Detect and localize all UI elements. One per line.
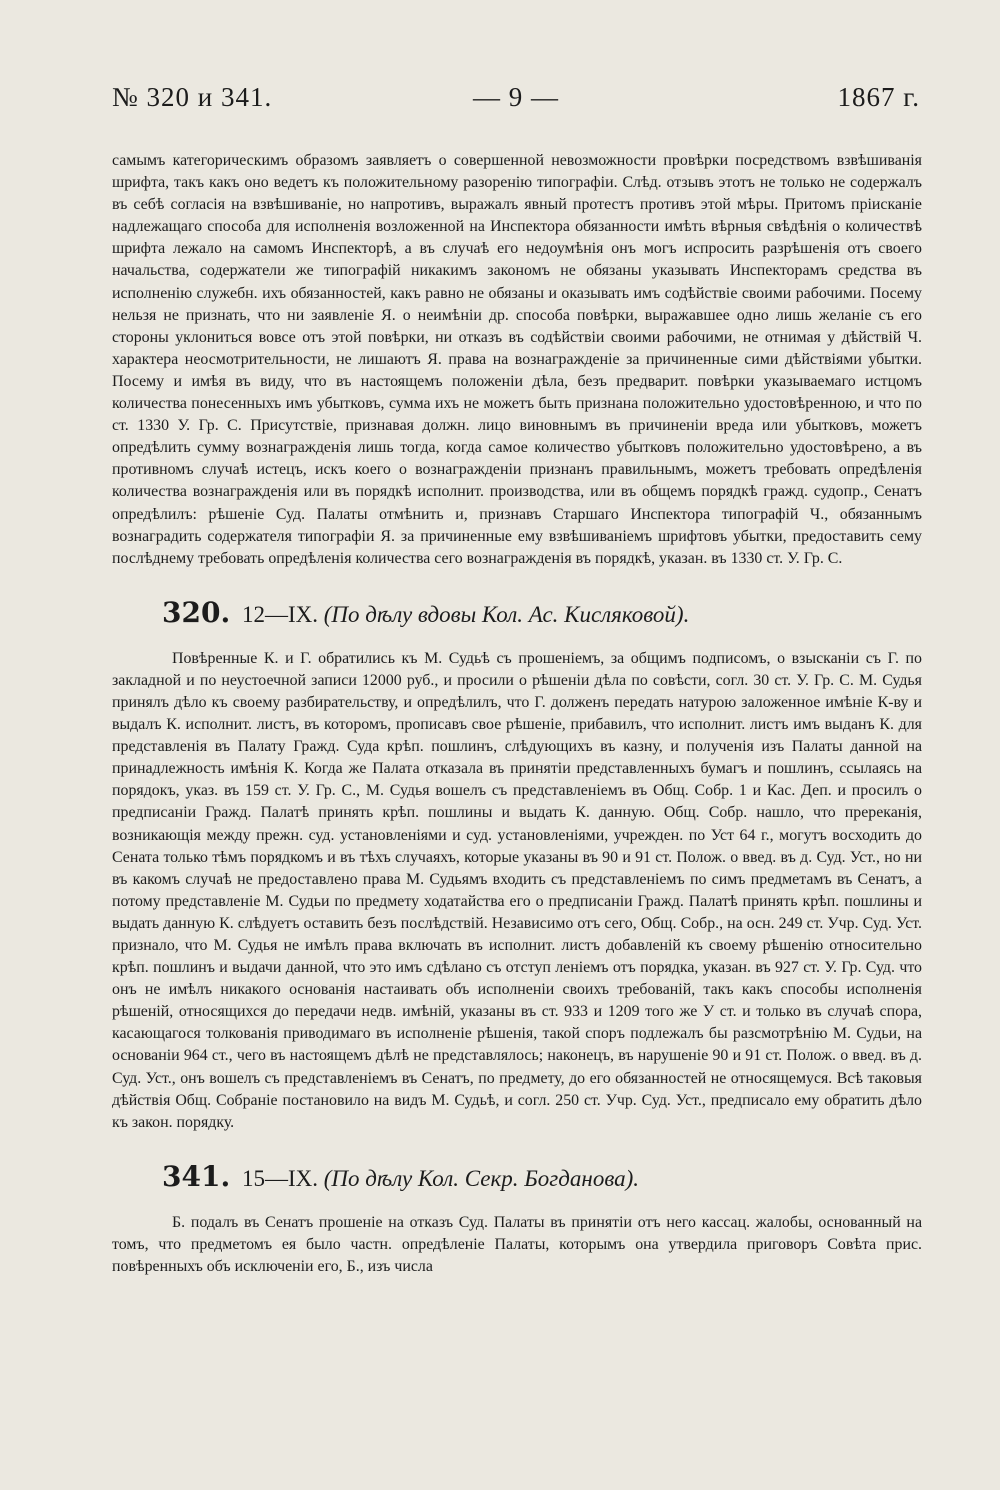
page-body (112, 150, 922, 1278)
section-320-paragraph: Повѣренные К. и Г. обратились къ М. Судьѣ съ прошеніемъ, за общимъ подписомъ, о взысканіи съ Г. по закладной и по неустоечной записи 12000 руб., и просили о рѣшеніи дѣла по совѣсти, согл. 30 ст. У. Гр. С. М. Судья принялъ дѣло къ своему разбирательству, и опредѣлилъ, что Г. долженъ передать натурою заложенное имѣніе К-ву и выдалъ К. исполнит. листъ, въ которомъ, прописавъ свое рѣшеніе, прибавилъ, что исполнит. листъ имъ выданъ К. для представленія въ Палату Гражд. Суда крѣп. пошлинъ, слѣдующихъ въ казну, и полученія изъ Палаты данной на принадлежность имѣнія К. Когда же Палата отказала въ принятіи представленныхъ бумагъ и пошлинъ, ссылаясь на порядокъ, указ. въ 159 ст. У. Гр. С., М. Судья вошелъ съ представленіемъ въ Общ. Собр. 1 и Кас. Деп. и просилъ о предписаніи Гражд. Палатѣ принять крѣп. пошлины и выдать К. данную. Общ. Собр. нашло, что пререканія, возникающія между прежн. суд. установленіями и суд. установленіями, учрежден. по Уст 64 г., могутъ восходить до Сената только тѣмъ порядкомъ и въ тѣхъ случаяхъ, которые указаны въ 90 и 91 ст. Полож. о введ. въ д. Суд. Уст., но ни въ какомъ случаѣ не предоставлено права М. Судьямъ входить съ представленіемъ по симъ предметамъ въ Сенатъ, а потому представленіе М. Судьи по предмету ходатайства его о предписаніи Гражд. Палатѣ принять крѣп. пошлины и выдать данную К. слѣдуетъ оставить безъ послѣдствій. Независимо отъ сего, Общ. Собр., на осн. 249 ст. Учр. Суд. Уст. признало, что М. Судья не имѣлъ права включать въ исполнит. листъ добавленій къ своему рѣшенію относительно крѣп. пошлинъ и выдачи данной, что это имъ сдѣлано съ отступ ленiемъ отъ порядка, указан. въ 927 ст. У. Гр. Суд. что онъ не имѣлъ никакого основанія настаивать объ исполненіи своихъ требованій, такъ какъ способы исполненія рѣшеній, относящихся до передачи недв. имѣній, указаны въ ст. 933 и 1209 того же У ст. и только въ случаѣ спора, касающагося толкованія приводимаго въ исполненіе рѣшенія, такой споръ подлежалъ бы разсмотрѣнію М. Судьи, на основаніи 964 ст., чего въ настоящемъ дѣлѣ не представлялось; наконецъ, въ нарушеніе 90 и 91 ст. Полож. о введ. въ д. Суд. Уст., онъ вошелъ съ представленіемъ въ Сенатъ, по предмету, до его обязанностей не относящемуся. Всѣ таковыя дѣйствія Общ. Собраніе постановило на видъ М. Судьѣ, и согл. 250 ст. Учр. Суд. Уст., предписало ему обратить дѣло къ закон. порядку. (112, 649, 922, 1131)
page-header (112, 82, 920, 122)
section-341-number: 341. (162, 1159, 231, 1193)
section-320-heading (112, 595, 922, 630)
continued-paragraph: самымъ категорическимъ образомъ заявляетъ о совершенной невозможности провѣрки посредствомъ взвѣшиванія шрифта, такъ какъ оно ведетъ къ положительному разоренію типографіи. Слѣд. отзывъ этотъ не только не содержалъ въ себѣ согласія на взвѣшиваніе, но напротивъ, выражалъ явный протестъ противъ этой мѣры. Притомъ пріисканіе надлежащаго способа для исполненія возложенной на Инспектора обязанности имѣть вѣрныя свѣдѣнія о количествѣ шрифта лежало на самомъ Инспекторѣ, а въ случаѣ его недоумѣнія онъ могъ испросить разрѣшенія отъ своего начальства, содержатели же типографій никакимъ закономъ не обязаны указывать Инспекторамъ средства въ исполненію служебн. ихъ обязанностей, какъ равно не обязаны и оказывать имъ содѣйствіе своими рабочими. Посему нельзя не признать, что ни заявленіе Я. о неимѣніи др. способа повѣрки, выражавшее одно лишь желаніе съ его стороны уклониться вовсе отъ этой повѣрки, ни отказъ въ содѣйствіи своими рабочими, не отнимая у дѣйствій Ч. характера неосмотрительности, не лишаютъ Я. права на вознагражденіе за причиненные сими дѣйствіями убытки. Посему и имѣя въ виду, что въ настоящемъ положеніи дѣла, безъ предварит. повѣрки указываемаго истцомъ количества понесенныхъ имъ убытковъ, сумма ихъ не можетъ быть признана положительно удостовѣренною, и что по ст. 1330 У. Гр. С. Присутствіе, признавая должн. лицо виновнымъ въ причиненіи вреда или убытковъ, можетъ опредѣлить сумму вознагражденія лишь тогда, когда самое количество убытковъ положительно удостовѣрено, а въ противномъ случаѣ истецъ, искъ коего о вознагражденіи признанъ правильнымъ, можетъ требовать опредѣленія количества вознагражденія или въ порядкѣ исполнит. производства, или въ общемъ порядкѣ гражд. судопр., Сенатъ опредѣлилъ: рѣшеніе Суд. Палаты отмѣнить и, признавъ Старшаго Инспектора типографій Ч., обязаннымъ вознаградить содержателя типографіи Я. за причиненные ему взвѣшиваніемъ шрифтовъ убытки, предоставить сему послѣднему требовать опредѣленія количества сего вознагражденія въ порядкѣ, указан. въ 1330 ст. У. Гр. С. (112, 152, 922, 567)
section-320-number: 320. (162, 595, 231, 629)
section-341-heading (112, 1159, 922, 1194)
header-year: 1867 г. (837, 82, 920, 112)
section-341-date: 15—IX. (241, 1165, 318, 1191)
section-320-title: (По дѣлу вдовы Кол. Ас. Кисляковой). (323, 601, 690, 627)
section-320-date: 12—IX. (241, 601, 318, 627)
header-page-number: — 9 — (473, 82, 559, 112)
header-issue-numbers: № 320 и 341. (112, 82, 273, 112)
section-341-title: (По дѣлу Кол. Секр. Богданова). (323, 1165, 640, 1191)
section-341-paragraph: Б. подалъ въ Сенатъ прошеніе на отказъ Суд. Палаты въ принятіи отъ него кассац. жалобы, основанный на томъ, что предметомъ ея было частн. опредѣленіе Палаты, которымъ она утвердила приговоръ Совѣта прис. повѣренныхъ объ исключеніи его, Б., изъ числа (112, 1213, 922, 1276)
